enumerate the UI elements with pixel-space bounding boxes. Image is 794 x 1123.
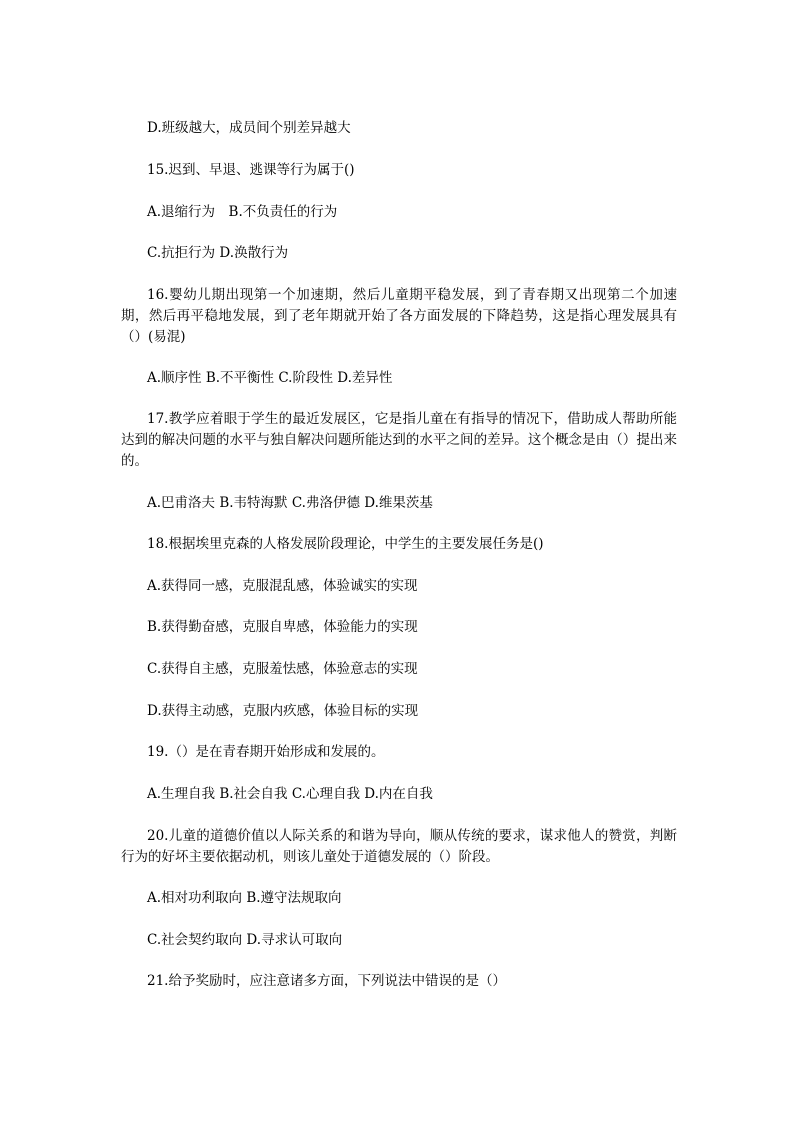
option-line: A.退缩行为 B.不负责任的行为: [147, 204, 338, 220]
question-15: 15.迟到、早退、逃课等行为属于(): [147, 162, 355, 178]
option-line: A.生理自我 B.社会自我 C.心理自我 D.内在自我: [147, 786, 433, 802]
option-line: C.社会契约取向 D.寻求认可取向: [147, 932, 343, 948]
question-21: 21.给予奖励时，应注意诸多方面，下列说法中错误的是（）: [147, 973, 506, 989]
question-16: 16.婴幼儿期出现第一个加速期，然后儿童期平稳发展，到了青春期又出现第二个加速期，然后再平稳地发展，到了老年期就开始了各方面发展的下降趋势，这是指心理发展具有（）(易混): [121, 287, 677, 345]
question-20: 20.儿童的道德价值以人际关系的和谐为导向，顺从传统的要求，谋求他人的赞赏，判断行为的好坏主要依据动机，则该儿童处于道德发展的（）阶段。: [121, 828, 677, 865]
option-line: A.相对功利取向 B.遵守法规取向: [147, 890, 342, 906]
option-line: B.获得勤奋感，克服自卑感，体验能力的实现: [147, 619, 418, 635]
option-line: A.获得同一感，克服混乱感，体验诚实的实现: [147, 578, 418, 594]
option-line: D.班级越大，成员间个别差异越大: [147, 120, 351, 136]
option-line: A.巴甫洛夫 B.韦特海默 C.弗洛伊德 D.维果茨基: [147, 495, 433, 511]
option-line: C.获得自主感，克服羞怯感，体验意志的实现: [147, 661, 418, 677]
question-17: 17.教学应着眼于学生的最近发展区，它是指儿童在有指导的情况下，借助成人帮助所能达到的解决问题的水平与独自解决问题所能达到的水平之间的差异。这个概念是由（）提出来的。: [121, 411, 677, 469]
question-18: 18.根据埃里克森的人格发展阶段理论，中学生的主要发展任务是(): [147, 536, 544, 552]
option-line: C.抗拒行为 D.涣散行为: [147, 245, 289, 261]
question-19: 19.（）是在青春期开始形成和发展的。: [147, 744, 385, 760]
option-line: A.顺序性 B.不平衡性 C.阶段性 D.差异性: [147, 370, 393, 386]
option-line: D.获得主动感，克服内疚感，体验目标的实现: [147, 703, 419, 719]
